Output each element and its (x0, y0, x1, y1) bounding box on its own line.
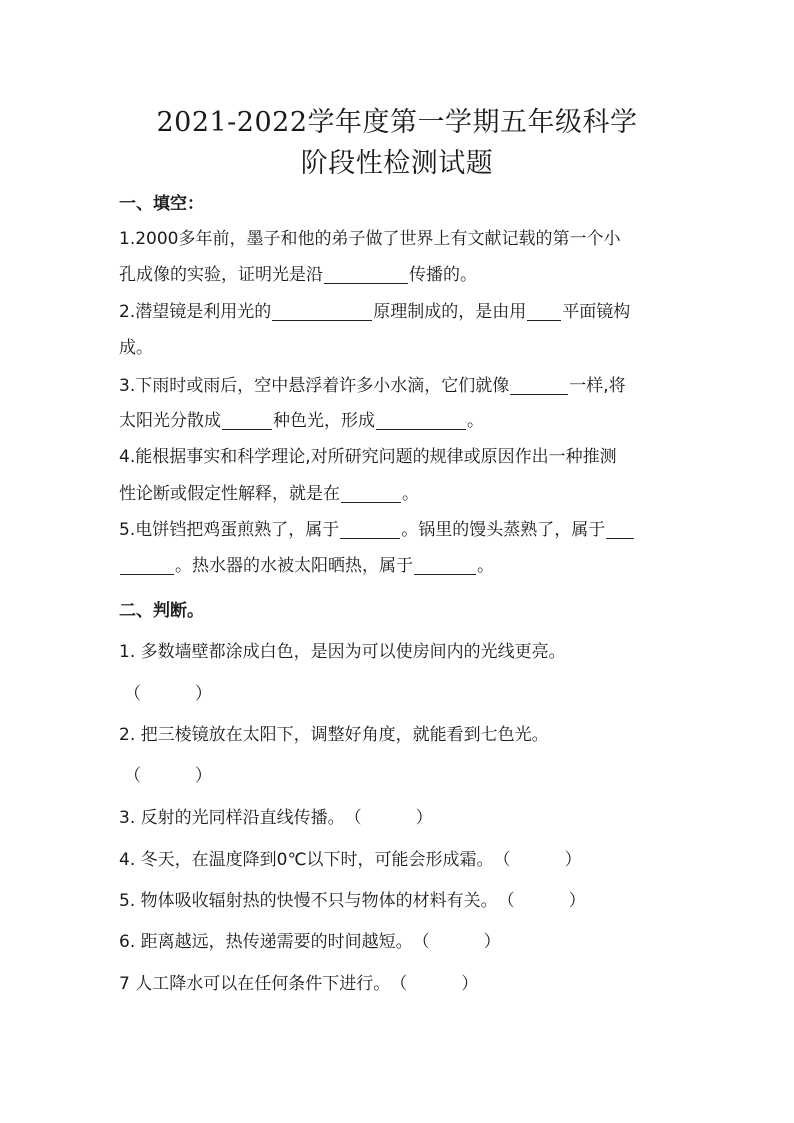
question-3-blank-1[interactable] (510, 377, 568, 395)
question-5-text-d: 。 (477, 556, 494, 576)
judge-3-text: 3. 反射的光同样沿直线传播。 (119, 808, 345, 828)
question-5-blank-1[interactable] (340, 521, 400, 539)
exam-title-line1: 2021-2022学年度第一学期五年级科学 (156, 107, 638, 138)
judge-6-paren[interactable]: （ ） (412, 932, 501, 952)
judge-5-text: 5. 物体吸收辐射热的快慢不只与物体的材料有关。 (119, 891, 498, 911)
judge-3-line (119, 810, 433, 827)
section-fill-blank-heading: 一、填空： (119, 194, 204, 214)
judge-2-answer-paren[interactable] (124, 768, 212, 785)
judge-4-text: 4. 冬天，在温度降到0℃以下时，可能会形成霜。 (119, 850, 494, 870)
judge-1-text: 1. 多数墙壁都涂成白色，是因为可以使房间内的光线更亮。 (119, 642, 566, 662)
question-5-blank-2-continued[interactable] (120, 557, 174, 575)
question-2-text-d: 成。 (119, 338, 153, 358)
question-2-text-b: 原理制成的，是由用 (373, 302, 527, 322)
question-1-line2 (119, 266, 477, 284)
question-5-text-c: 。热水器的水被太阳晒热，属于 (175, 556, 413, 576)
question-3-line2 (119, 412, 484, 430)
judge-7-text: 7 人工降水可以在任何条件下进行。 (119, 974, 391, 994)
question-5-text-a: 5.电饼铛把鸡蛋煎熟了，属于 (119, 520, 340, 540)
question-5-text-b: 。锅里的馒头蒸熟了，属于 (401, 520, 606, 540)
question-5-blank-3[interactable] (414, 557, 476, 575)
judge-5-line (119, 893, 586, 910)
question-1-line1 (119, 231, 620, 248)
question-2-blank-2[interactable] (527, 303, 561, 321)
question-5-line2 (119, 557, 494, 575)
question-2-text-a: 2.潜望镜是利用光的 (119, 302, 272, 322)
question-4-line2 (119, 485, 419, 503)
judge-1-answer-paren[interactable] (124, 686, 212, 703)
judge-4-line (119, 852, 582, 869)
judge-7-line (119, 976, 478, 993)
question-3-line1 (119, 377, 626, 395)
question-4-line1 (119, 449, 617, 466)
judge-2-text: 2. 把三棱镜放在太阳下，调整好角度，就能看到七色光。 (119, 725, 549, 745)
question-3-blank-3[interactable] (376, 412, 466, 430)
judge-1-paren[interactable]: （ ） (124, 684, 213, 704)
question-4-text-b: 性论断或假定性解释，就是在 (119, 484, 340, 504)
question-5-blank-2[interactable] (606, 521, 634, 539)
judge-3-paren[interactable]: （ ） (344, 808, 433, 828)
judge-4-paren[interactable]: （ ） (493, 850, 582, 870)
question-1-text-c: 传播的。 (409, 265, 477, 285)
question-3-text-e: 。 (467, 411, 484, 431)
judge-5-paren[interactable]: （ ） (497, 891, 586, 911)
judge-7-paren[interactable]: （ ） (390, 974, 479, 994)
judge-2-paren[interactable]: （ ） (124, 766, 213, 786)
question-4-text-a: 4.能根据事实和科学理论,对所研究问题的规律或原因作出一种推测 (119, 447, 617, 467)
question-4-text-c: 。 (402, 484, 419, 504)
judge-6-text: 6. 距离越远，热传递需要的时间越短。 (119, 932, 413, 952)
question-1-blank[interactable] (324, 266, 408, 284)
question-3-text-b: 一样,将 (569, 376, 626, 396)
question-3-text-d: 种色光，形成 (273, 411, 375, 431)
question-2-line2 (119, 340, 153, 357)
question-1-text-a: 1.2000多年前，墨子和他的弟子做了世界上有文献记载的第一个小 (119, 229, 621, 249)
section-true-false-heading: 二、判断。 (119, 601, 204, 621)
question-4-blank[interactable] (341, 485, 401, 503)
question-5-line1 (119, 521, 635, 539)
question-2-blank-1[interactable] (272, 303, 372, 321)
judge-6-line (119, 934, 501, 951)
exam-title-line2: 阶段性检测试题 (300, 148, 494, 179)
question-3-text-a: 3.下雨时或雨后，空中悬浮着许多小水滴，它们就像 (119, 376, 510, 396)
question-2-text-c: 平面镜构 (562, 302, 631, 322)
question-3-text-c: 太阳光分散成 (119, 411, 221, 431)
question-1-text-b: 孔成像的实验，证明光是沿 (119, 265, 323, 285)
question-3-blank-2[interactable] (222, 412, 272, 430)
question-2-line1 (119, 303, 630, 321)
